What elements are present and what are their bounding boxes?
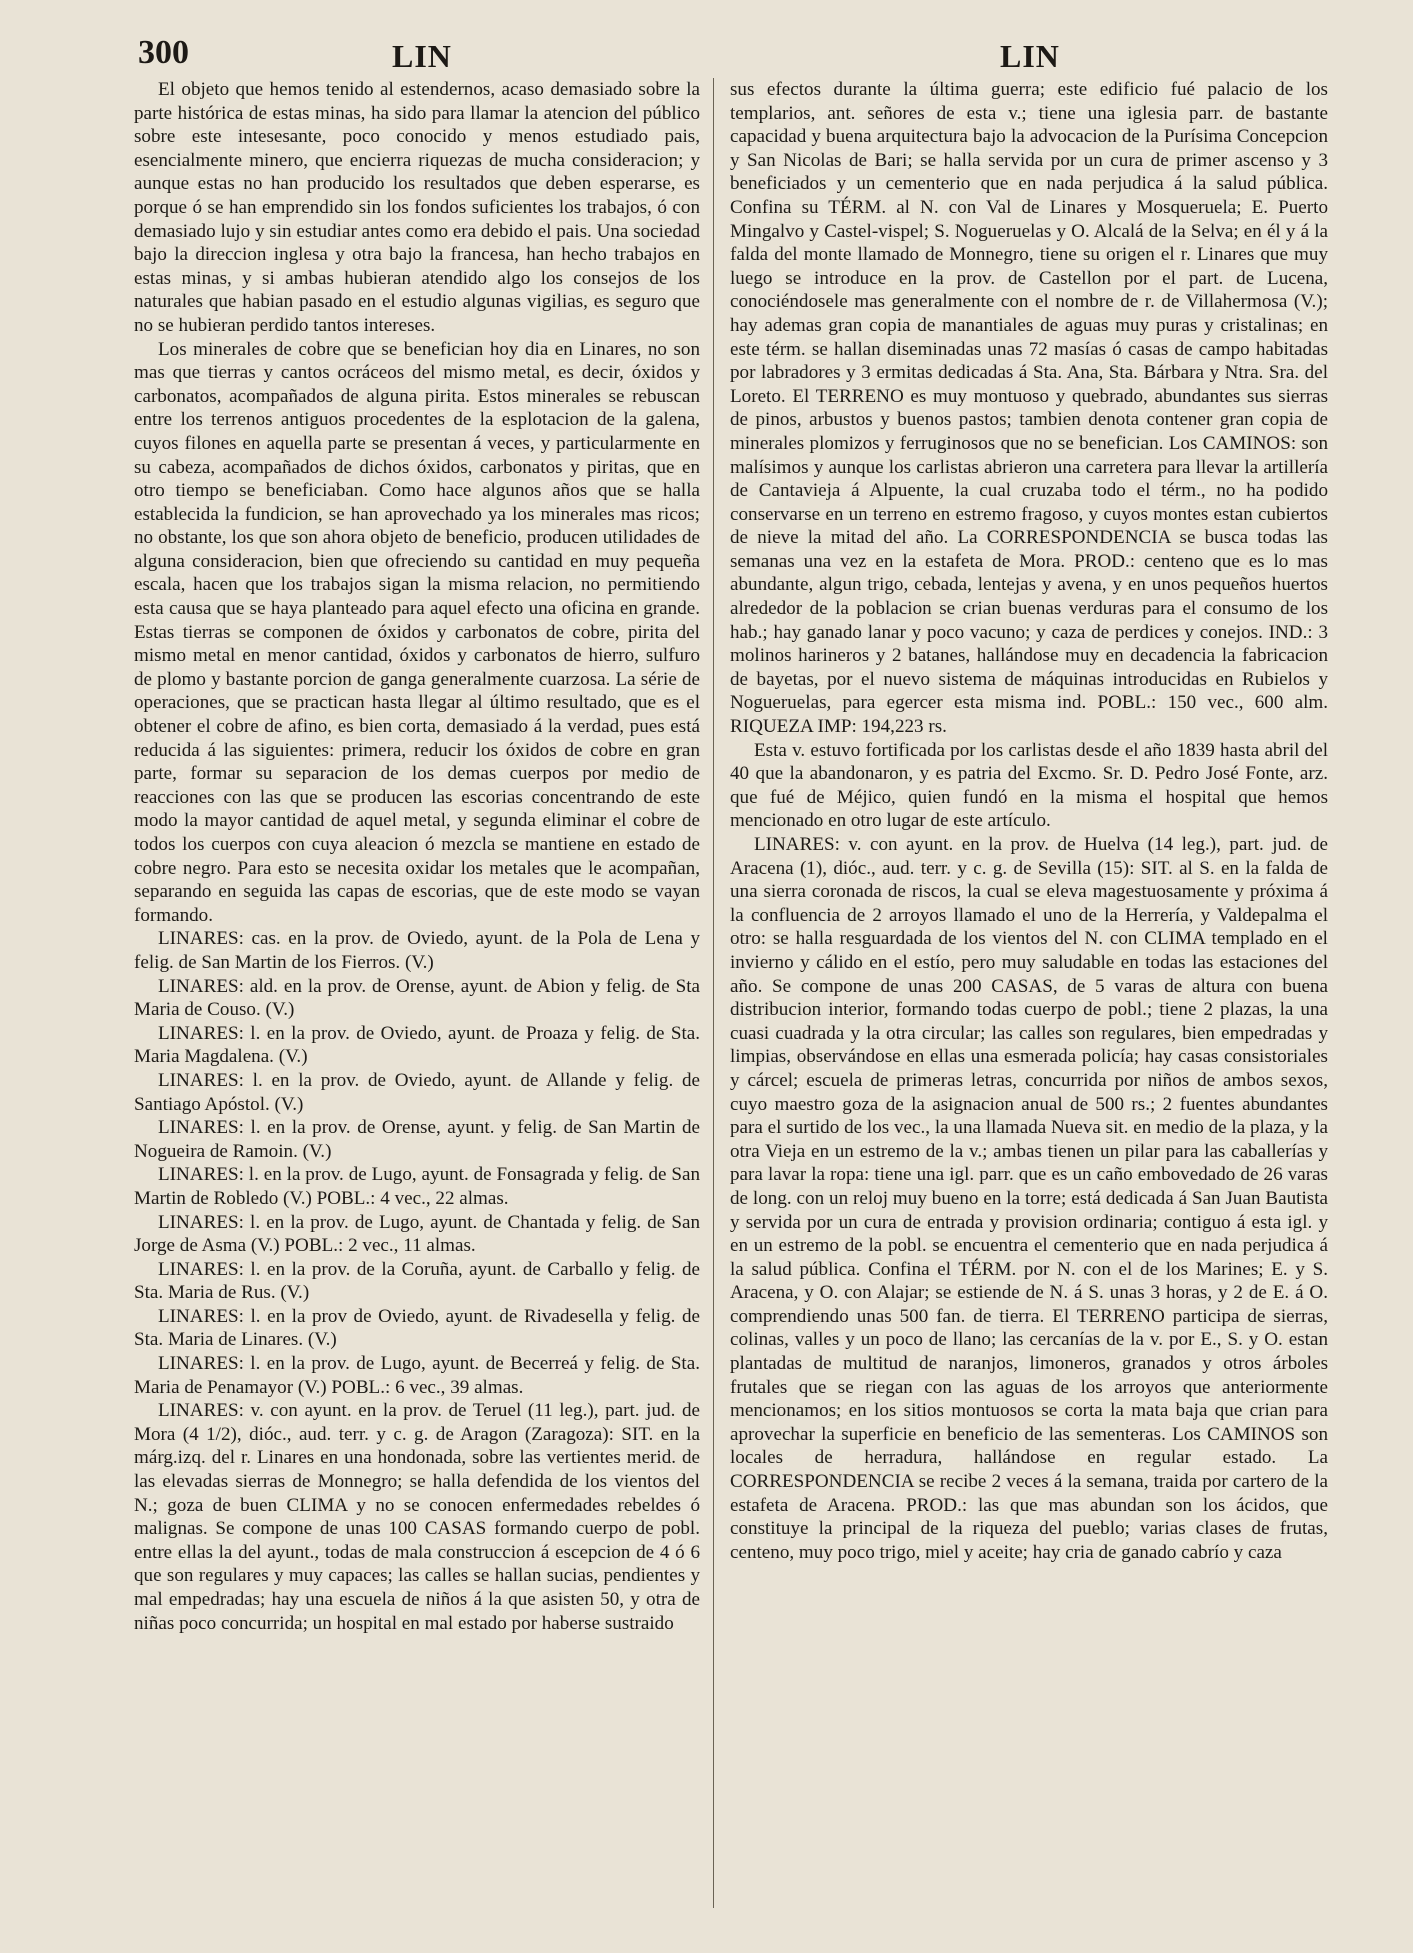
- entry: LINARES: l. en la prov. de Orense, ayunt. y felig. de San Martin de Nogueira de Ramoin. (V.): [134, 1117, 700, 1162]
- left-column: [134, 78, 700, 1635]
- entry: LINARES: l. en la prov. de Lugo, ayunt. de Becerreá y felig. de Sta. Maria de Penamayor (V.) POBL.: 6 vec., 39 almas.: [134, 1353, 700, 1398]
- running-head-left: LIN: [392, 38, 452, 74]
- paragraph: El objeto que hemos tenido al estendernos, acaso demasiado sobre la parte histórica de estas minas, ha sido para llamar la atencion del público sobre este intesesante, poco conocido y menos estudiado pais, esencialmente minero, que encierra riquezas de mucha consideracion; y aunque estas no han producido los resultados que deben esperarse, es porque ó se han emprendido sin los fondos suficientes los trabajos, ó con demasiado lujo y sin estudiar antes como era debido el pais. Una sociedad bajo la direccion inglesa y otra bajo la francesa, han hecho trabajos en estas minas, y si ambas hubieran atendido algo los consejos de los naturales que habian pasado en el estudio algunas vigilias, es seguro que no se hubieran perdido tantos intereses.: [134, 79, 700, 336]
- entry: LINARES: v. con ayunt. en la prov. de Teruel (11 leg.), part. jud. de Mora (4 1/2), dióc., aud. terr. y c. g. de Aragon (Zaragoza): SIT. en la márg.izq. del r. Linares en una hondonada, sobre las vertientes merid. de las elevadas sierras de Monnegro; se halla defendida de los vientos del N.; goza de buen CLIMA y no se conocen enfermedades rebeldes ó malignas. Se compone de unas 100 CASAS formando cuerpo de pobl. entre ellas la del ayunt., todas de mala construccion á escepcion de 4 ó 6 que son regulares y muy capaces; las calles se hallan sucias, pendientes y mal empedradas; hay una escuela de niños á la que asisten 50, y otra de niñas poco concurrida; un hospital en mal estado por haberse sustraido: [134, 1400, 700, 1634]
- entry: LINARES: l. en la prov. de Lugo, ayunt. de Fonsagrada y felig. de San Martin de Robledo (V.) POBL.: 4 vec., 22 almas.: [134, 1164, 700, 1209]
- entry: LINARES: v. con ayunt. en la prov. de Huelva (14 leg.), part. jud. de Aracena (1), dióc., aud. terr. y c. g. de Sevilla (15): SIT. al S. en la falda de una sierra coronada de riscos, la cual se eleva magestuosamente y próxima á la confluencia de 2 arroyos llamado el uno de la Herrería, y Valdepalma el otro: se halla resguardada de los vientos del N. con CLIMA templado en el invierno y cálido en el estío, pero muy saludable en todas las estaciones del año. Se compone de unas 200 CASAS, de 5 varas de altura con buena distribucion interior, formando todas cuerpo de pobl.; tiene 2 plazas, la una cuasi cuadrada y la otra circular; las calles son regulares, bien empedradas y limpias, observándose en ellas una esmerada policía; hay casas consistoriales y cárcel; escuela de primeras letras, concurrida por niños de ambos sexos, cuyo maestro goza de la asignacion anual de 500 rs.; 2 fuentes abundantes para el surtido de los vec., la una llamada Nueva sit. en medio de la plaza, y la otra Vieja en un estremo de la v.; ambas tienen un pilar para las caballerías y para lavar la ropa: tiene una igl. parr. que es un caño embovedado de 26 varas de long. con un reloj muy bueno en la torre; está dedicada á San Juan Bautista y servida por un cura de entrada y provision ordinaria; contiguo á esta igl. y en un estremo de la pobl. se encuentra el cementerio que en nada perjudica á la salud pública. Confina el TÉRM. por N. con el de los Marines; E. y S. Aracena, y O. con Alajar; se estiende de N. á S. unas 3 horas, y 2 de E. á O. comprendiendo unas 500 fan. de tierra. El TERRENO participa de sierras, colinas, valles y un poco de llano; las cercanías de la v. por E., S. y O. estan plantadas de multitud de naranjos, limoneros, granados y otros árboles frutales que se riegan con las aguas de los arroyos que anteriormente mencionamos; en los sitios montuosos se corta la mata baja que crian para aprovechar la superficie en beneficio de las sementeras. Los CAMINOS son locales de herradura, hallándose en regular estado. La CORRESPONDENCIA se recibe 2 veces á la semana, traida por cartero de la estafeta de Aracena. PROD.: las que mas abundan son los ácidos, que constituye la principal de la riqueza del pueblo; varias clases de frutas, centeno, muy poco trigo, miel y aceite; hay cria de ganado cabrío y caza: [730, 834, 1328, 1563]
- entry: LINARES: l. en la prov. de Lugo, ayunt. de Chantada y felig. de San Jorge de Asma (V.) POBL.: 2 vec., 11 almas.: [134, 1211, 700, 1257]
- entry: LINARES: ald. en la prov. de Orense, ayunt. de Abion y felig. de Sta Maria de Couso. (V.): [134, 975, 700, 1021]
- running-head-right: LIN: [1000, 38, 1060, 74]
- page-header: [0, 34, 1413, 80]
- entry: LINARES: cas. en la prov. de Oviedo, ayunt. de la Pola de Lena y felig. de San Martin de los Fierros. (V.): [134, 928, 700, 973]
- column-divider: [713, 78, 714, 1908]
- entry: LINARES: l. en la prov. de Oviedo, ayunt. de Proaza y felig. de Sta. Maria Magdalena. (V.): [134, 1022, 700, 1068]
- right-column: [730, 78, 1328, 1564]
- entry: LINARES: l. en la prov. de Oviedo, ayunt. de Allande y felig. de Santiago Apóstol. (V.): [134, 1069, 700, 1115]
- paragraph: Esta v. estuvo fortificada por los carlistas desde el año 1839 hasta abril del 40 que la abandonaron, y es patria del Excmo. Sr. D. Pedro José Fonte, arz. que fué de Méjico, quien fundó en la misma el hospital que hemos mencionado en otro lugar de este artículo.: [730, 739, 1328, 832]
- paragraph: sus efectos durante la última guerra; este edificio fué palacio de los templarios, ant. señores de esta v.; tiene una iglesia parr. de bastante capacidad y buena arquitectura bajo la advocacion de la Purísima Concepcion y San Nicolas de Bari; se halla servida por un cura de primer ascenso y 3 beneficiados y un cementerio que en nada perjudica á la salud pública. Confina su TÉRM. al N. con Val de Linares y Mosqueruela; E. Puerto Mingalvo y Castel-vispel; S. Nogueruelas y O. Alcalá de la Selva; en él y á la falda del monte llamado de Monnegro, tiene su origen el r. Linares que muy luego se introduce en la prov. de Castellon por el part. de Lucena, conociéndosele mas generalmente con el nombre de r. de Villahermosa (V.); hay ademas gran copia de manantiales de aguas muy puras y cristalinas; en este térm. se hallan diseminadas unas 72 masías ó casas de campo habitadas por labradores y 3 ermitas dedicadas á Sta. Ana, Sta. Bárbara y Ntra. Sra. del Loreto. El TERRENO es muy montuoso y quebrado, abundantes sus sierras de pinos, arbustos y buenos pastos; tambien denota contener gran copia de minerales plomizos y ferruginosos que no se benefician. Los CAMINOS: son malísimos y aunque los carlistas abrieron una carretera para llevar la artillería de Cantavieja á Alpuente, la cual cruzaba todo el térm., no ha podido conservarse en un terreno en estremo fragoso, y cuyos montes estan cubiertos de nieve la mitad del año. La CORRESPONDENCIA se busca todas las semanas una vez en la estafeta de Mora. PROD.: centeno que es lo mas abundante, algun trigo, cebada, lentejas y avena, y en unos pequeños huertos alrededor de la poblacion se crian buenas verduras para el consumo de los hab.; hay ganado lanar y poco vacuno; y caza de perdices y conejos. IND.: 3 molinos harineros y 2 batanes, hallándose muy en decadencia la fabricacion de bayetas, por el nuevo sistema de máquinas introducidas en Rubielos y Nogueruelas, para egercer esta misma ind. POBL.: 150 vec., 600 alm. RIQUEZA IMP: 194,223 rs.: [730, 79, 1328, 738]
- page-number: 300: [138, 34, 189, 71]
- entry: LINARES: l. en la prov. de la Coruña, ayunt. de Carballo y felig. de Sta. Maria de Rus. (V.): [134, 1258, 700, 1304]
- paragraph: Los minerales de cobre que se benefician hoy dia en Linares, no son mas que tierras y cantos ocráceos del mismo metal, es decir, óxidos y carbonatos, acompañados de alguna pirita. Estos minerales se rebuscan entre los terrenos antiguos procedentes de la esplotacion de la galena, cuyos filones en aquella parte se presentan á veces, y particularmente en su cabeza, acompañados de dichos óxidos, carbonatos y piritas, que en otro tiempo se beneficiaban. Como hace algunos años que se halla establecida la fundicion, se han aprovechado ya los minerales mas ricos; no obstante, los que son ahora objeto de beneficio, producen utilidades de alguna consideracion, bien que ofreciendo su cantidad en muy pequeña escala, hacen que los trabajos sigan la misma relacion, no permitiendo esta causa que se haya planteado para aquel efecto una oficina en grande. Estas tierras se componen de óxidos y carbonatos de cobre, pirita del mismo metal en menor cantidad, óxidos y carbonatos de hierro, sulfuro de plomo y bastante porcion de ganga generalmente cuarzosa. La série de operaciones, que se practican hasta llegar al último resultado, que es el obtener el cobre de afino, es bien corta, demasiado á la verdad, pues está reducida á las siguientes: primera, reducir los óxidos de cobre en gran parte, formar su separacion de los demas cuerpos por medio de reacciones con las que se producen las escorias concentrando de este modo la mayor cantidad de aquel metal, y segunda eliminar el cobre de todos los cuerpos con cuya aleacion ó mezcla se mantiene en estado de cobre negro. Para esto se necesita oxidar los metales que le acompañan, separando en seguida las capas de escorias, que de este modo se vayan formando.: [134, 338, 700, 926]
- entry: LINARES: l. en la prov de Oviedo, ayunt. de Rivadesella y felig. de Sta. Maria de Linares. (V.): [134, 1305, 700, 1351]
